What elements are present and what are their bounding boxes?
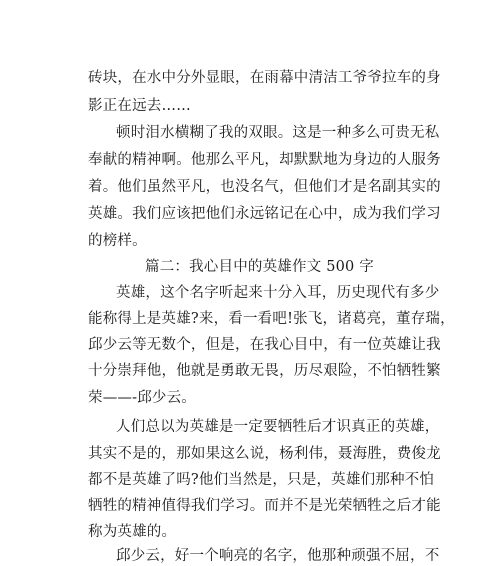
text-line: 着。他们虽然平凡，也没名气，但他们才是名副其实的 [88,179,441,195]
section-heading: 篇二：我心目中的英雄作文 500 字 [145,259,374,275]
text-line: 英雄。我们应该把他们永远铭记在心中，成为我们学习 [88,206,441,222]
text-line: 都不是英雄了吗?他们当然是，只是，英雄们那种不怕 [88,472,435,488]
text-line: 称为英雄的。 [88,524,177,540]
paragraph-start-line: 英雄，这个名字听起来十分入耳，历史现代有多少 [116,285,440,301]
text-line: 邱少云等无数个，但是，在我心目中，有一位英雄让我 [88,337,441,353]
text-line: 砖块，在水中分外显眼，在雨幕中清洁工爷爷拉车的身 [88,70,441,86]
text-line: 其实不是的，那如果这么说，杨利伟，聂海胜，费俊龙 [88,446,441,462]
text-line: 十分崇拜他，他就是勇敢无畏，历尽艰险，不怕牺牲繁 [88,363,441,379]
paragraph-start-line: 顿时泪水横糊了我的双眼。这是一种多么可贵无私 [116,125,440,141]
text-line: 牺牲的精神值得我们学习。而并不是光荣牺牲之后才能 [88,498,441,514]
paragraph-start-line: 人们总以为英雄是一定要牺牲后才识真正的英雄， [116,419,440,435]
text-line: 能称得上是英雄?来，看一看吧!张飞，诸葛亮，董存瑞， [88,311,455,327]
text-line: 影正在远去…… [88,98,191,114]
text-line: 荣——-邱少云。 [88,390,196,406]
text-line: 奉献的精神啊。他那么平凡，却默默地为身边的人服务 [88,152,441,168]
text-line: 的榜样。 [88,233,147,249]
paragraph-start-line: 邱少云，好一个响亮的名字，他那种顽强不屈，不 [116,548,440,564]
